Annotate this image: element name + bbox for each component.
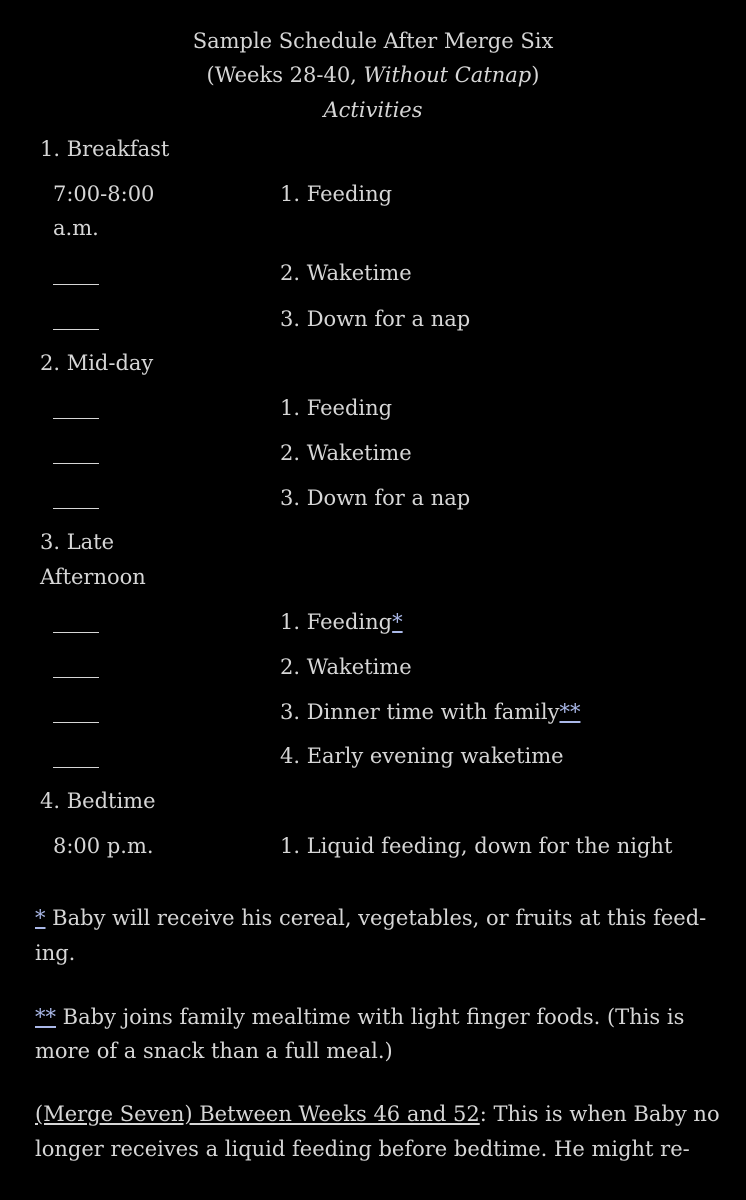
footnote-marker-star[interactable]: * — [35, 906, 46, 930]
schedule-subtitle — [0, 58, 746, 92]
row-activity: 3. Down for a nap — [280, 307, 471, 331]
footnote-1 — [35, 901, 706, 935]
row-time: 8:00 p.m. — [53, 834, 154, 858]
subtitle-suffix: ) — [531, 63, 540, 87]
section-heading-late-afternoon-line2: Afternoon — [40, 565, 146, 589]
row-activity: 1. Feeding — [280, 396, 393, 420]
blank-time-line — [53, 677, 99, 678]
blank-time-line — [53, 722, 99, 723]
row-activity: 3. Down for a nap — [280, 486, 471, 510]
subtitle-italic: Without Catnap — [363, 63, 532, 87]
footnote-marker-double-star[interactable]: ** — [35, 1005, 56, 1029]
row-time-line2: a.m. — [53, 216, 99, 240]
row-activity: 2. Waketime — [280, 261, 412, 285]
footnote-2 — [35, 1000, 684, 1034]
blank-time-line — [53, 508, 99, 509]
schedule-title: Sample Schedule After Merge Six — [192, 29, 554, 53]
merge-seven-paragraph — [35, 1097, 720, 1131]
row-activity — [280, 695, 580, 729]
footnote-2-line2: more of a snack than a full meal.) — [35, 1039, 393, 1063]
footnote-link-double-star[interactable]: ** — [559, 700, 581, 724]
blank-time-line — [53, 329, 99, 330]
row-activity: 2. Waketime — [280, 655, 412, 679]
row-activity: 1. Feeding — [280, 182, 393, 206]
activity-text: 1. Feeding — [280, 610, 393, 634]
blank-time-line — [53, 632, 99, 633]
section-heading-bedtime: 4. Bedtime — [40, 789, 156, 813]
blank-time-line — [53, 418, 99, 419]
blank-time-line — [53, 767, 99, 768]
activities-column-label: Activities — [323, 98, 423, 122]
paragraph-text: : This is when Baby no — [479, 1102, 720, 1126]
section-heading-breakfast: 1. Breakfast — [40, 137, 170, 161]
footnote-link-star[interactable]: * — [392, 610, 403, 634]
row-time: 7:00-8:00 — [53, 182, 155, 206]
section-heading-late-afternoon: 3. Late — [40, 530, 115, 554]
row-activity: 2. Waketime — [280, 441, 412, 465]
footnote-text: Baby will receive his cereal, vegetables, or fruits at this feed- — [45, 906, 707, 930]
subtitle-prefix: (Weeks 28-40, — [206, 63, 364, 87]
merge-seven-paragraph-line2: longer receives a liquid feeding before bedtime. He might re- — [35, 1137, 690, 1161]
blank-time-line — [53, 463, 99, 464]
blank-time-line — [53, 284, 99, 285]
row-activity: 1. Liquid feeding, down for the night — [280, 834, 673, 858]
activity-text: 3. Dinner time with family — [280, 700, 560, 724]
footnote-text: Baby joins family mealtime with light finger foods. (This is — [56, 1005, 685, 1029]
footnote-1-line2: ing. — [35, 941, 76, 965]
merge-seven-link[interactable]: (Merge Seven) Between Weeks 46 and 52 — [35, 1102, 480, 1126]
row-activity — [280, 605, 403, 639]
row-activity: 4. Early evening waketime — [280, 744, 564, 768]
section-heading-midday: 2. Mid-day — [40, 351, 154, 375]
